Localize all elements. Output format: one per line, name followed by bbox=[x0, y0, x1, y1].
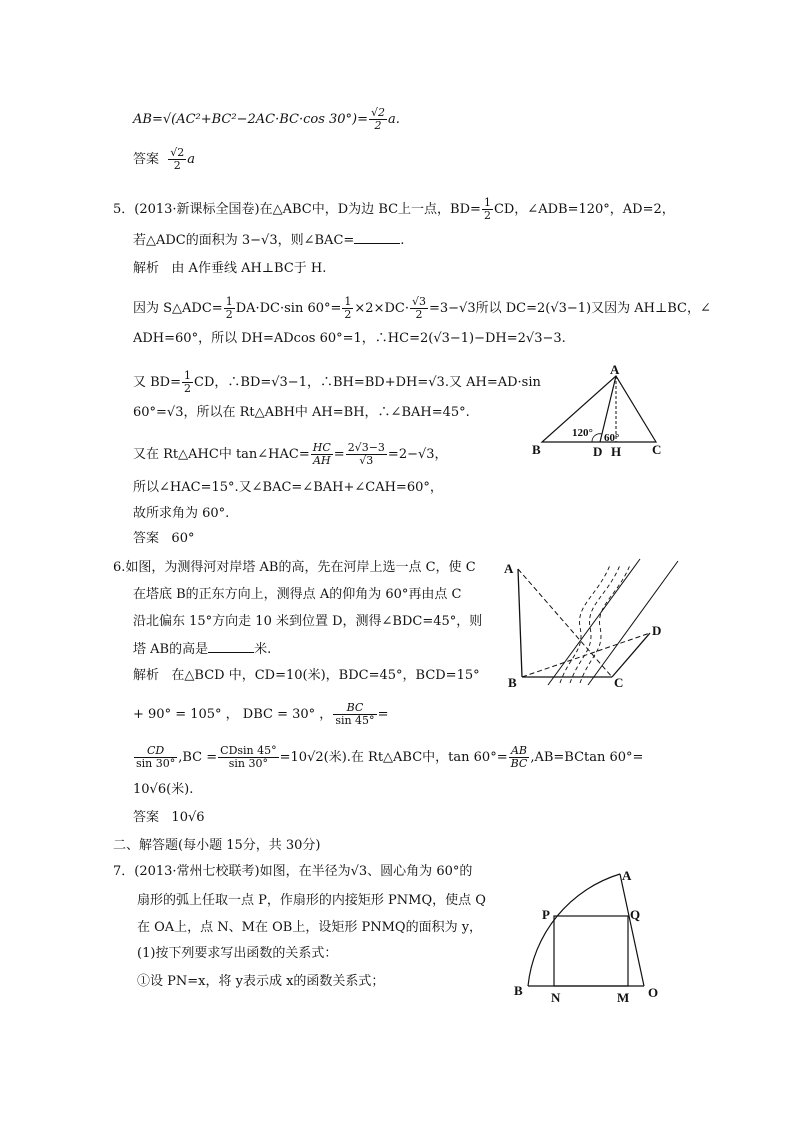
label-B: B bbox=[508, 675, 517, 690]
q5-sol-line7: 所以∠HAC=15°.又∠BAC=∠BAH+∠CAH=60°， bbox=[133, 480, 443, 495]
q7-stem-line3: 在 OA上，点 N、M在 OB上，设矩形 PNMQ的面积为 y， bbox=[137, 920, 483, 935]
answer-blank bbox=[208, 641, 254, 653]
q4-answer-frac: $\frac{√2}{2}$ bbox=[170, 146, 185, 172]
q7-sector-figure bbox=[508, 864, 668, 1004]
q5-sol-line1: 解析 由 A作垂线 AH⊥BC于 H. bbox=[133, 261, 327, 276]
label-C: C bbox=[614, 675, 624, 690]
q6-tower-figure bbox=[500, 555, 680, 695]
q5-sol-line5: 60°=√3，所以在 Rt△ABH中 AH=BH，∴∠BAH=45°. bbox=[133, 405, 470, 420]
q7-stem-line4: (1)按下列要求写出函数的关系式： bbox=[137, 946, 338, 961]
q6-answer: 答案 10√6 bbox=[133, 810, 205, 825]
answer-label: 答案 bbox=[133, 531, 160, 546]
q5-sol-line2: 因为 S△ADC= $\frac{1}{2}$ DA·DC·sin 60°= $\frac{1}{2}$ ×2×DC· $\frac{√3}{2}$ =3−√3所以 DC=2(√3−1)又因为 AH⊥BC，∠ bbox=[133, 295, 711, 321]
answer-label: 答案 bbox=[133, 810, 160, 825]
section-title: 二、解答题(每小题 15分，共 30分) bbox=[113, 838, 321, 853]
q5-answer: 答案 60° bbox=[133, 531, 195, 546]
q6-stem-line3: 沿北偏东 15°方向走 10 米到位置 D，测得∠BDC=45°，则 bbox=[133, 614, 483, 629]
q6-sol-line1: 解析 在△BCD 中，CD=10(米)，BDC=45°，BCD=15° bbox=[133, 668, 480, 683]
solution-label: 解析 bbox=[133, 668, 160, 683]
q5-sol-line8: 故所求角为 60°. bbox=[133, 506, 230, 521]
label-P: P bbox=[542, 907, 550, 922]
q4-formula-text: AB=√(AC²+BC²−2AC·BC·cos 30°)= bbox=[133, 112, 369, 127]
q6-sol-line4: 10√6(米). bbox=[133, 782, 194, 797]
q6-stem-line1: 6.如图，为测得河对岸塔 AB的高，先在河岸上选一点 C，使 C bbox=[113, 560, 476, 575]
q6-stem-line2: 在塔底 B的正东方向上，测得点 A的仰角为 60°再由点 C bbox=[133, 587, 462, 602]
q6-sol-line2: + 90° = 105° ， DBC = 30° ， $\frac{BC}{\sin 45^\circ}$ = bbox=[133, 701, 389, 727]
angle-120: 120° bbox=[572, 427, 593, 439]
label-C: C bbox=[652, 442, 662, 457]
q7-stem-line2: 扇形的弧上任取一点 P，作扇形的内接矩形 PNMQ，使点 Q bbox=[137, 893, 486, 908]
label-O: O bbox=[648, 985, 659, 1000]
q5-sol-line3: ADH=60°，所以 DH=ADcos 60°=1，∴HC=2(√3−1)−DH=2√3−3. bbox=[133, 331, 566, 346]
label-B: B bbox=[532, 442, 541, 457]
label-B: B bbox=[514, 983, 523, 998]
q4-formula-frac: $\frac{√2}{2}$ bbox=[371, 106, 386, 132]
angle-60: 60° bbox=[604, 432, 620, 444]
half-frac: $\frac{1}{2}$ bbox=[483, 196, 491, 222]
label-H: H bbox=[611, 444, 622, 458]
q4-formula: AB=√(AC²+BC²−2AC·BC·cos 30°)= $\frac{√2}{2}$ a. bbox=[133, 106, 400, 132]
label-A: A bbox=[504, 561, 514, 576]
solution-label: 解析 bbox=[133, 261, 160, 276]
label-D: D bbox=[652, 623, 662, 638]
label-A: A bbox=[610, 362, 620, 377]
label-A: A bbox=[622, 868, 632, 883]
label-D: D bbox=[593, 444, 603, 458]
label-M: M bbox=[617, 990, 630, 1004]
q5-stem-line1: 5．(2013·新课标全国卷)在△ABC中，D为边 BC上一点，BD= $\frac{1}{2}$ CD，∠ADB=120°，AD=2， bbox=[113, 196, 675, 222]
q5-triangle-figure bbox=[530, 362, 670, 458]
q6-sol-line3: $\frac{CD}{\sin 30^\circ}$ ,BC = $\frac{CDsin 45^\circ}{\sin 30^\circ}$ =10√2(米).在 Rt△ABC中，tan 60°= $\frac{AB}{BC}$ ,AB=BCtan 60°= bbox=[136, 744, 644, 770]
q7-stem-line5: ①设 PN=x，将 y表示成 x的函数关系式； bbox=[137, 974, 385, 989]
q6-stem-line4: 塔 AB的高是 米. bbox=[133, 642, 272, 657]
q7-stem-line1: 7．(2013·常州七校联考)如图，在半径为√3、圆心角为 60°的 bbox=[113, 864, 473, 879]
q5-sol-line4: 又 BD= $\frac{1}{2}$ CD，∴BD=√3−1，∴BH=BD+DH=√3.又 AH=AD·sin bbox=[133, 369, 541, 395]
q5-sol-line6: 又在 Rt△AHC中 tan∠HAC= $\frac{HC}{AH}$ = $\frac{2√3-3}{√3}$ =2−√3， bbox=[133, 441, 448, 467]
answer-blank bbox=[354, 232, 400, 244]
label-Q: Q bbox=[630, 907, 641, 922]
q5-stem-line2: 若△ADC的面积为 3−√3，则∠BAC= . bbox=[133, 233, 405, 248]
q4-answer: 答案 $\frac{√2}{2}$ a bbox=[133, 146, 196, 172]
answer-label: 答案 bbox=[133, 152, 160, 167]
label-N: N bbox=[551, 990, 561, 1004]
